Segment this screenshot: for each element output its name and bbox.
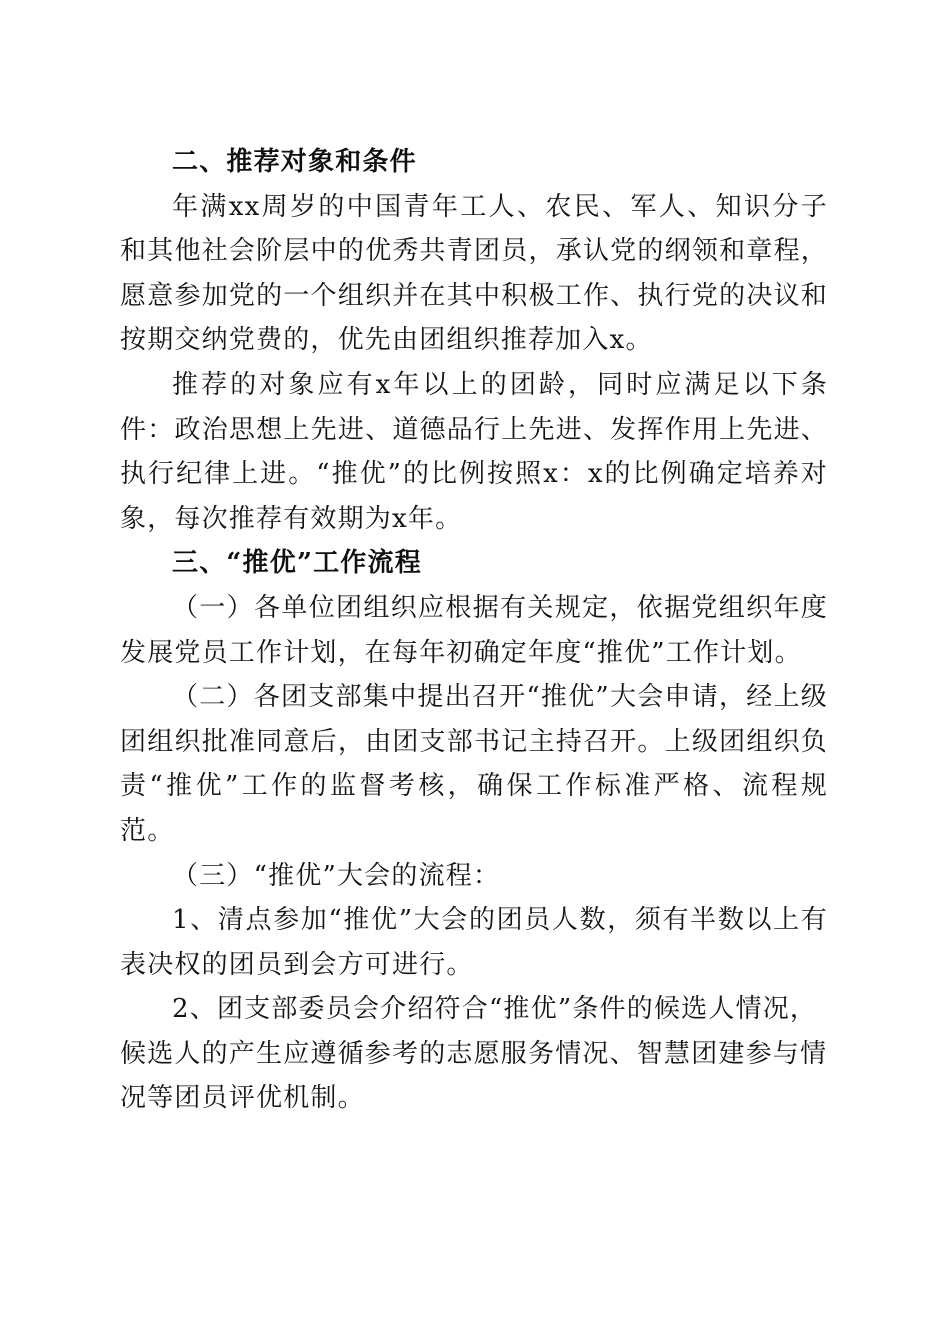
- paragraph-item-1: （一）各单位团组织应根据有关规定，依据党组织年度发展党员工作计划，在每年初确定年度“推优”工作计划。: [120, 592, 828, 668]
- paragraph-item-3: （三）“推优”大会的流程：: [172, 860, 501, 891]
- document-body: [120, 140, 828, 1121]
- paragraph-item-2: （二）各团支部集中提出召开“推优”大会申请，经上级团组织批准同意后，由团支部书记主持召开。上级团组织负责“推优”工作的监督考核，确保工作标准严格、流程规范。: [120, 682, 828, 846]
- paragraph-eligibility: 年满xx周岁的中国青年工人、农民、军人、知识分子和其他社会阶层中的优秀共青团员，承认党的纲领和章程，愿意参加党的一个组织并在其中积极工作、执行党的决议和按期交纳党费的，优先由团组织推荐加入x。: [120, 191, 828, 356]
- paragraph-step-1: 1、清点参加“推优”大会的团员人数，须有半数以上有表决权的团员到会方可进行。: [120, 905, 828, 980]
- paragraph-conditions: 推荐的对象应有x年以上的团龄，同时应满足以下条件：政治思想上先进、道德品行上先进、发挥作用上先进、执行纪律上进。“推优”的比例按照x：x的比例确定培养对象，每次推荐有效期为x年。: [120, 369, 828, 534]
- paragraph-step-2: 2、团支部委员会介绍符合“推优”条件的候选人情况，候选人的产生应遵循参考的志愿服务情况、智慧团建参与情况等团员评优机制。: [120, 994, 828, 1114]
- section-heading-2: 二、推荐对象和条件: [172, 147, 417, 177]
- section-heading-3: 三、“推优”工作流程: [172, 548, 422, 579]
